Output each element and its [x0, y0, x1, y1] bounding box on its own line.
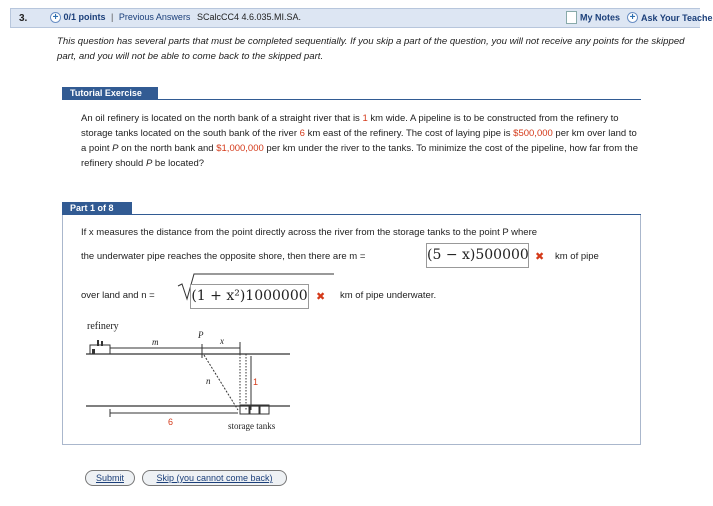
answer-m-field[interactable]: (5 − x)500000	[426, 243, 529, 268]
x-label: x	[220, 336, 224, 346]
tut-text-7: be located?	[152, 158, 205, 169]
skip-button[interactable]: Skip (you cannot come back)	[142, 470, 287, 486]
six-km-label: 6	[168, 417, 174, 427]
part-question-line-1: If x measures the distance from the point directly across the river from the storage tanks to the point P where	[81, 227, 538, 238]
points-text: 0/1 points	[63, 12, 106, 22]
problem-code: SCalcCC4 4.6.035.MI.SA.	[196, 12, 301, 22]
ask-teacher-label: Ask Your Teache	[641, 12, 713, 23]
points-area	[50, 12, 301, 23]
question-number: 3.	[19, 13, 28, 24]
plus-icon: +	[627, 12, 638, 23]
m-label: m	[152, 337, 159, 347]
water-cost-value: $1,000,000	[216, 143, 264, 154]
tut-text-6: per km under the river to the tanks. To minimize the cost of the pipeline, how far from the refinery should	[81, 143, 638, 169]
tutorial-heading: Tutorial Exercise	[62, 87, 158, 100]
land-cost-value: $500,000	[513, 128, 553, 139]
tut-text-4: per km over land to a point	[81, 128, 637, 154]
my-notes-button[interactable]	[566, 11, 620, 25]
wrong-x-icon-2: ✖	[316, 291, 326, 303]
east-distance-value: 6	[299, 128, 305, 139]
tutorial-heading-rule	[158, 99, 641, 100]
river-pipeline-diagram	[80, 318, 310, 438]
refinery-icon	[90, 340, 110, 354]
tut-text-5: on the north bank and	[118, 143, 217, 154]
p-label: P	[198, 330, 204, 340]
notes-icon	[566, 11, 577, 24]
river-width-value: 1	[362, 113, 368, 124]
my-notes-label: My Notes	[580, 12, 621, 23]
separator: |	[111, 12, 114, 22]
previous-answers-link[interactable]: Previous Answers	[118, 12, 191, 22]
expand-plus-icon[interactable]: +	[50, 12, 61, 23]
part-line-2-suffix: km of pipe	[555, 251, 599, 262]
tut-text-2: km wide. A pipeline is to be constructed from the refinery to storage tanks located on the south bank of the river	[81, 113, 619, 139]
tutorial-text	[81, 111, 641, 171]
part-heading: Part 1 of 8	[62, 202, 132, 215]
ask-teacher-button[interactable]	[627, 12, 713, 23]
part-question-line-2: the underwater pipe reaches the opposite shore, then there are m =	[81, 251, 366, 262]
question-header-bar	[10, 8, 713, 28]
point-p-2: P	[145, 158, 153, 169]
part-line-3-suffix: km of pipe underwater.	[340, 290, 437, 301]
point-p: P	[112, 143, 119, 154]
one-km-label: 1	[253, 377, 259, 387]
intro-instructions: This question has several parts that must be completed sequentially. If you skip a part of the question, you will not receive any points for the skipped part, and you will not be able to come back to the skipped part.	[57, 36, 685, 62]
refinery-label: refinery	[87, 321, 119, 332]
part-question-line-3: over land and n =	[81, 290, 155, 301]
wrong-x-icon: ✖	[535, 251, 545, 263]
storage-tanks-label: storage tanks	[228, 421, 276, 431]
submit-button[interactable]: Submit	[85, 470, 135, 486]
answer-n-field[interactable]: (1 + x²)1000000	[190, 284, 309, 309]
n-label: n	[206, 376, 211, 386]
tut-text-3: km east of the refinery. The cost of laying pipe is	[304, 128, 514, 139]
tut-text-1: An oil refinery is located on the north bank of a straight river that is	[81, 113, 363, 124]
